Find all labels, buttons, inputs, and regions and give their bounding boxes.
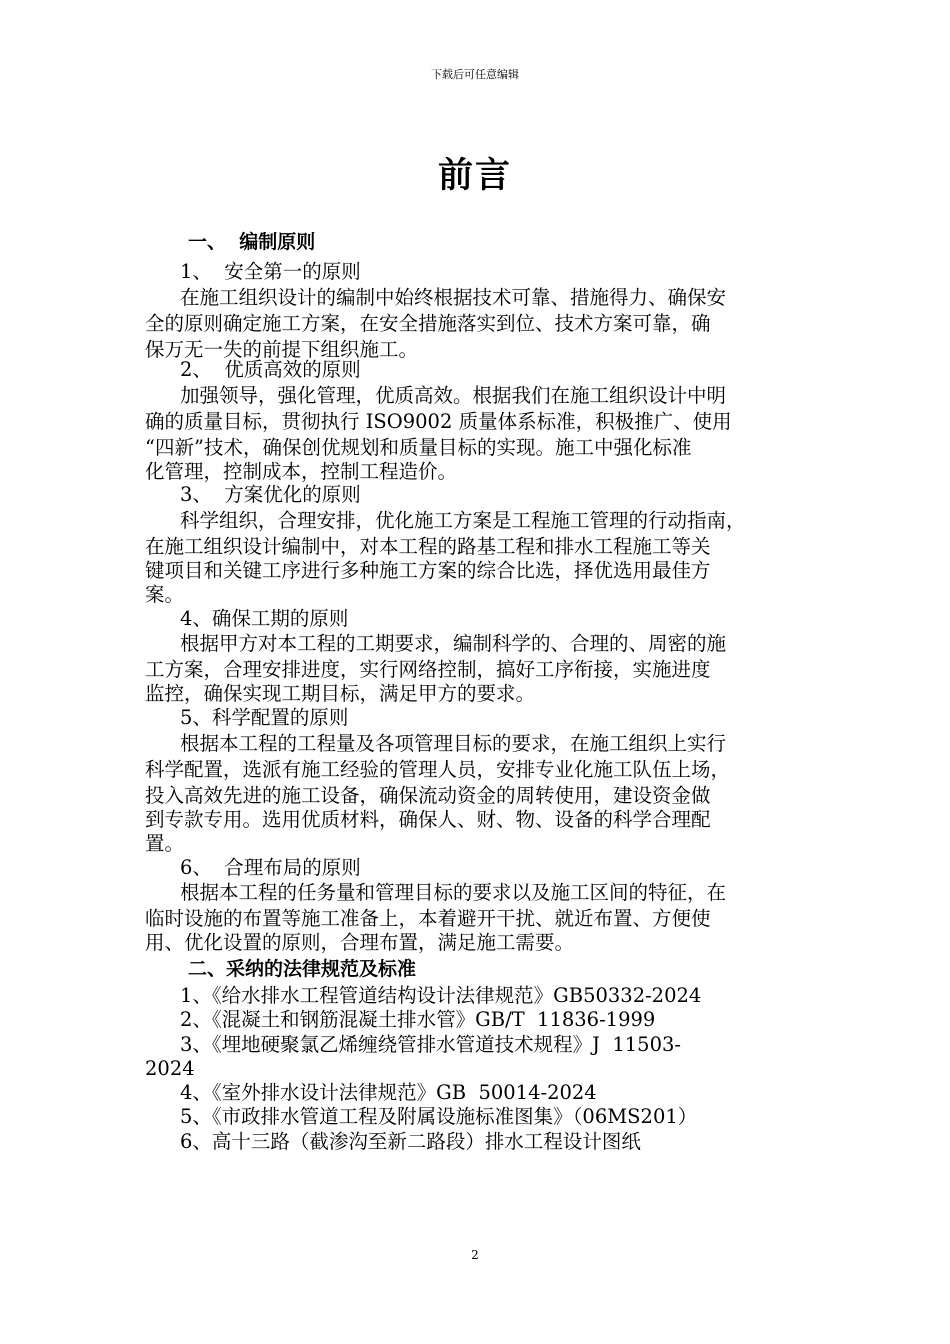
paragraph-line: 在施工组织设计的编制中始终根据技术可靠、措施得力、确保安 (180, 286, 727, 309)
standard-item: 6、高十三路（截渗沟至新二路段）排水工程设计图纸 (180, 1130, 641, 1153)
paragraph-line: “四新”技术，确保创优规划和质量目标的实现。施工中强化标准 (145, 436, 692, 459)
paragraph-line: 用、优化设置的原则，合理布置，满足施工需要。 (145, 931, 575, 954)
subheading: 2、 优质高效的原则 (180, 358, 361, 381)
paragraph-line: 全的原则确定施工方案，在安全措施落实到位、技术方案可靠，确 (145, 312, 711, 335)
standard-item: 5、《市政排水管道工程及附属设施标准图集》（06MS201） (180, 1105, 698, 1128)
standard-item: 4、《室外排水设计法律规范》GB 50014-2024 (180, 1081, 597, 1104)
paragraph-line: 化管理，控制成本，控制工程造价。 (145, 460, 458, 483)
paragraph-line: 临时设施的布置等施工准备上，本着避开干扰、就近布置、方便使 (145, 907, 711, 930)
subheading: 1、 安全第一的原则 (180, 260, 361, 283)
subheading: 4、确保工期的原则 (180, 607, 349, 630)
paragraph-line: 根据甲方对本工程的工期要求，编制科学的、合理的、周密的施 (180, 632, 727, 655)
subheading: 5、科学配置的原则 (180, 706, 349, 729)
paragraph-line: 根据本工程的工程量及各项管理目标的要求，在施工组织上实行 (180, 732, 727, 755)
subheading: 6、 合理布局的原则 (180, 856, 361, 879)
paragraph-line: 加强领导，强化管理，优质高效。根据我们在施工组织设计中明 (180, 384, 727, 407)
paragraph-line: 科学组织，合理安排，优化施工方案是工程施工管理的行动指南， (180, 509, 746, 532)
paragraph-line: 确的质量目标，贯彻执行 ISO9002 质量体系标准，积极推广、使用 (145, 410, 732, 433)
paragraph-line: 保万无一失的前提下组织施工。 (145, 338, 419, 361)
paragraph-line: 在施工组织设计编制中，对本工程的路基工程和排水工程施工等关 (145, 535, 711, 558)
paragraph-line: 键项目和关键工序进行多种施工方案的综合比选，择优选用最佳方 (145, 559, 711, 582)
standard-item: 2、《混凝土和钢筋混凝土排水管》GB/T 11836-1999 (180, 1008, 656, 1031)
standard-item: 1、《给水排水工程管道结构设计法律规范》GB50332-2024 (180, 984, 702, 1007)
paragraph-line: 根据本工程的任务量和管理目标的要求以及施工区间的特征，在 (180, 881, 727, 904)
header-note: 下载后可任意编辑 (431, 68, 519, 81)
paragraph-line: 到专款专用。选用优质材料，确保人、财、物、设备的科学合理配 (145, 808, 711, 831)
paragraph-line: 工方案，合理安排进度，实行网络控制，搞好工序衔接，实施进度 (145, 658, 711, 681)
subheading: 3、 方案优化的原则 (180, 483, 361, 506)
page-number: 2 (471, 1248, 479, 1262)
paragraph-line: 置。 (145, 832, 185, 855)
standard-item-continued: 2024 (145, 1057, 195, 1080)
section-heading-2: 二、采纳的法律规范及标准 (188, 958, 417, 980)
paragraph-line: 监控，确保实现工期目标，满足甲方的要求。 (145, 682, 536, 705)
page-title: 前言 (437, 156, 512, 196)
paragraph-line: 科学配置，选派有施工经验的管理人员，安排专业化施工队伍上场， (145, 758, 731, 781)
standard-item: 3、《埋地硬聚氯乙烯缠绕管排水管道技术规程》J 11503- (180, 1033, 681, 1056)
paragraph-line: 案。 (145, 583, 185, 606)
paragraph-line: 投入高效先进的施工设备，确保流动资金的周转使用，建设资金做 (145, 784, 711, 807)
section-heading-1: 一、 编制原则 (188, 231, 316, 253)
